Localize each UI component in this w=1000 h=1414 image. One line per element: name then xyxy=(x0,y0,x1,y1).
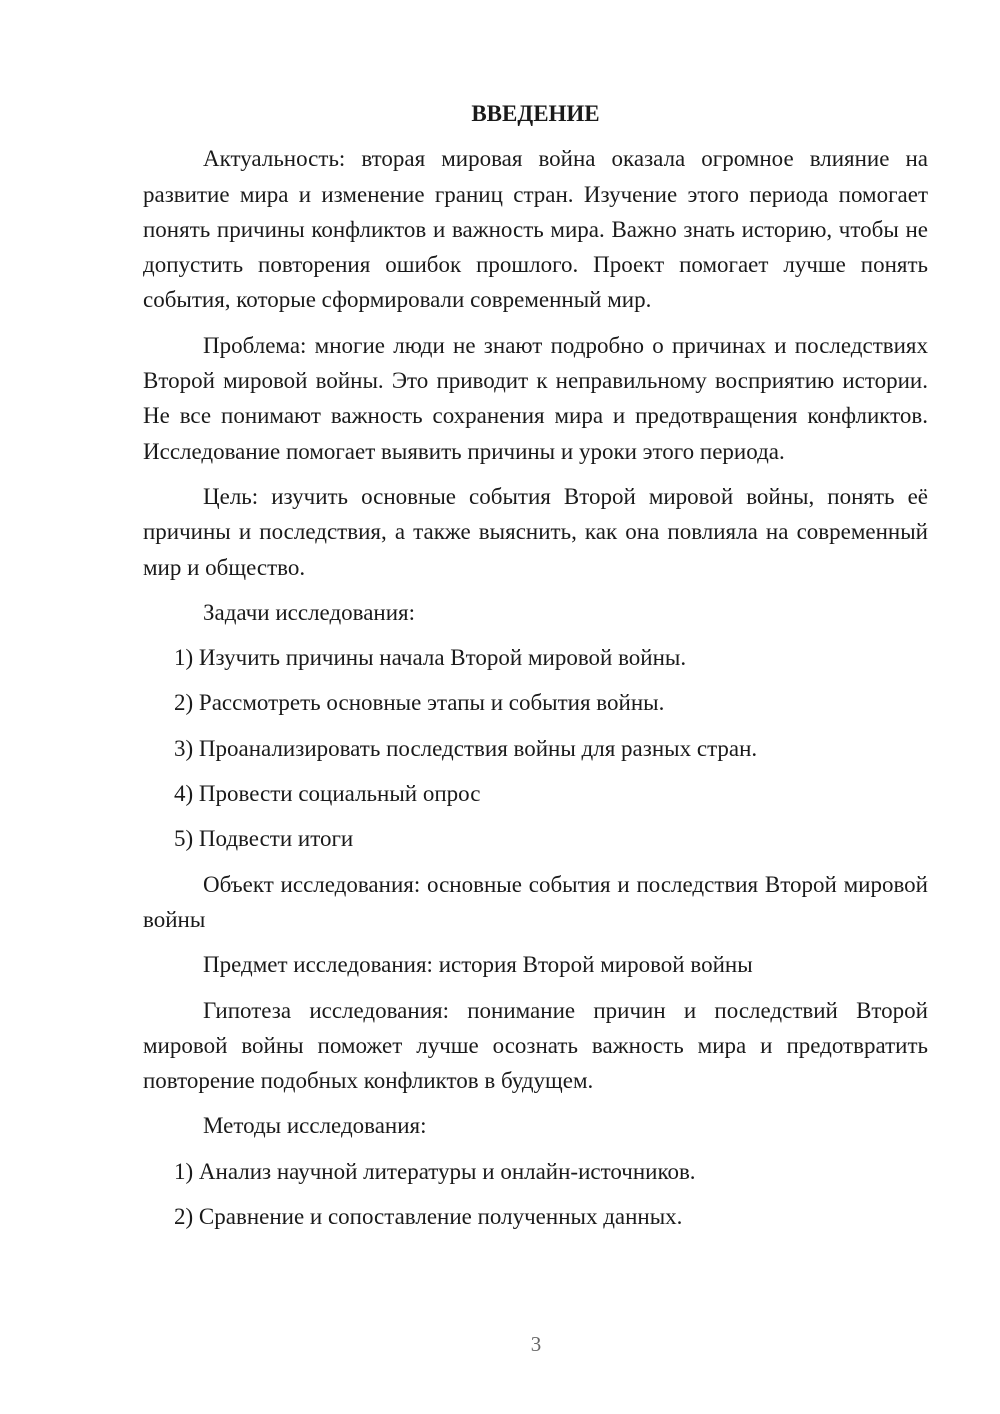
task-item: 4) Провести социальный опрос xyxy=(174,781,481,807)
object-paragraph: Объект исследования: основные события и последствия Второй мировой войны xyxy=(143,871,928,932)
problem-paragraph: Проблема: многие люди не знают подробно о причинах и последствиях Второй мировой войны. Это приводит к неправильному восприятию истории. Не все понимают важность сохранения мира и предотвращения конфликтов. Исследование помогает выявить причины и уроки этого периода. xyxy=(143,332,928,464)
relevance-paragraph: Актуальность: вторая мировая война оказала огромное влияние на развитие мира и изменение границ стран. Изучение этого периода помогает понять причины конфликтов и важность мира. Важно знать историю, чтобы не допустить повторения ошибок прошлого. Проект помогает лучше понять события, которые сформировали современный мир. xyxy=(143,146,928,313)
document-body xyxy=(143,96,928,1244)
methods-heading: Методы исследования: xyxy=(203,1113,427,1139)
task-item: 2) Рассмотреть основные этапы и события войны. xyxy=(174,690,665,716)
goal-paragraph: Цель: изучить основные события Второй мировой войны, понять её причины и последствия, а также выяснить, как она повлияла на современный мир и общество. xyxy=(143,483,928,580)
method-item: 1) Анализ научной литературы и онлайн-источников. xyxy=(174,1158,696,1184)
page-number: 3 xyxy=(530,1332,542,1356)
hypothesis-paragraph: Гипотеза исследования: понимание причин и последствий Второй мировой войны поможет лучше осознать важность мира и предотвратить повторение подобных конфликтов в будущем. xyxy=(143,997,928,1094)
method-item: 2) Сравнение и сопоставление полученных данных. xyxy=(174,1204,683,1230)
page-title: ВВЕДЕНИЕ xyxy=(471,101,600,126)
subject-paragraph: Предмет исследования: история Второй мировой войны xyxy=(203,952,753,978)
tasks-heading: Задачи исследования: xyxy=(203,599,416,625)
task-item: 5) Подвести итоги xyxy=(174,826,354,852)
task-item: 3) Проанализировать последствия войны для разных стран. xyxy=(174,735,758,761)
task-item: 1) Изучить причины начала Второй мировой войны. xyxy=(174,645,687,671)
